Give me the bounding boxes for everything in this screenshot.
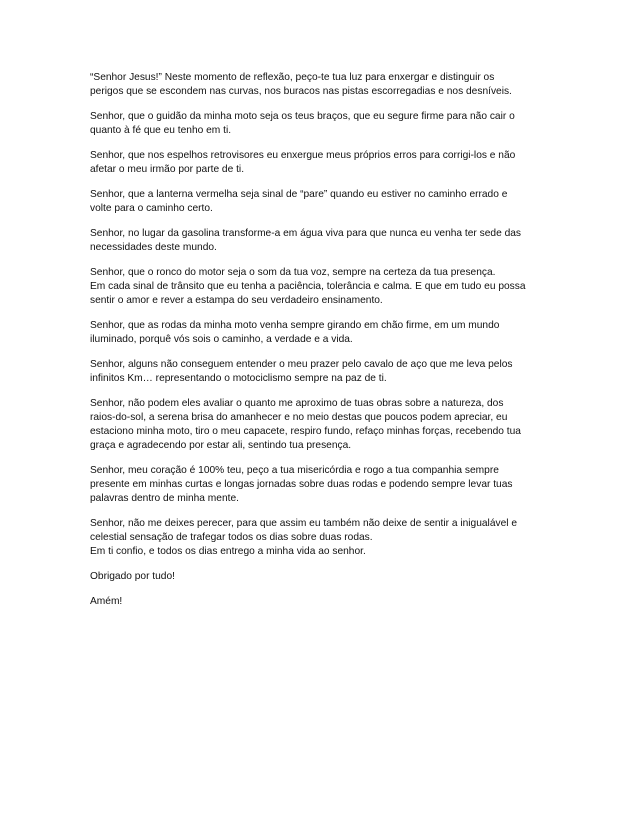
- paragraph-engine: Senhor, que o ronco do motor seja o som da tua voz, sempre na certeza da tua presença. Em cada sinal de trânsito que eu tenha a paciência, tolerância e calma. E que em tudo eu possa sentir o amor e rever a estampa do seu verdadeiro ensinamento.: [90, 267, 526, 306]
- document-body: [90, 71, 552, 620]
- paragraph-nature: Senhor, não podem eles avaliar o quanto me aproximo de tuas obras sobre a natureza, dos raios-do-sol, a serena brisa do amanhecer e no meio destas que poucos podem apreciar, eu estaciono minha moto, tiro o meu capacete, respiro fundo, refaço minhas forças, recebendo tua graça e agradecendo por estar ali, sentindo tua presença.: [90, 398, 521, 451]
- paragraph-gasoline: Senhor, no lugar da gasolina transforme-a em água viva para que nunca eu venha ter sede das necessidades deste mundo.: [90, 228, 521, 253]
- paragraph-red-light: Senhor, que a lanterna vermelha seja sinal de “pare” quando eu estiver no caminho errado e volte para o caminho certo.: [90, 189, 508, 214]
- paragraph-opening: “Senhor Jesus!” Neste momento de reflexão, peço-te tua luz para enxergar e distinguir os perigos que se escondem nas curvas, nos buracos nas pistas escorregadias e nos desníveis.: [90, 72, 512, 97]
- paragraph-wheels: Senhor, que as rodas da minha moto venha sempre girando em chão firme, em um mundo iluminado, porquê vós sois o caminho, a verdade e a vida.: [90, 320, 500, 345]
- paragraph-amen: Amém!: [90, 596, 123, 607]
- paragraph-heart: Senhor, meu coração é 100% teu, peço a tua misericórdia e rogo a tua companhia sempre presente em minhas curtas e longas jornadas sobre duas rodas e podendo sempre levar tuas palavras dentro de minha mente.: [90, 465, 513, 504]
- paragraph-perish: Senhor, não me deixes perecer, para que assim eu também não deixe de sentir a inigualável e celestial sensação de trafegar todos os dias sobre duas rodas. Em ti confio, e todos os dias entrego a minha vida ao senhor.: [90, 518, 518, 557]
- paragraph-handlebar: Senhor, que o guidão da minha moto seja os teus braços, que eu segure firme para não cair o quanto à fé que eu tenho em ti.: [90, 111, 515, 136]
- paragraph-steel-horse: Senhor, alguns não conseguem entender o meu prazer pelo cavalo de aço que me leva pelos infinitos Km… representando o motociclismo sempre na paz de ti.: [90, 359, 513, 384]
- paragraph-mirrors: Senhor, que nos espelhos retrovisores eu enxergue meus próprios erros para corrigi-los e não afetar o meu irmão por parte de ti.: [90, 150, 516, 175]
- paragraph-thanks: Obrigado por tudo!: [90, 571, 175, 582]
